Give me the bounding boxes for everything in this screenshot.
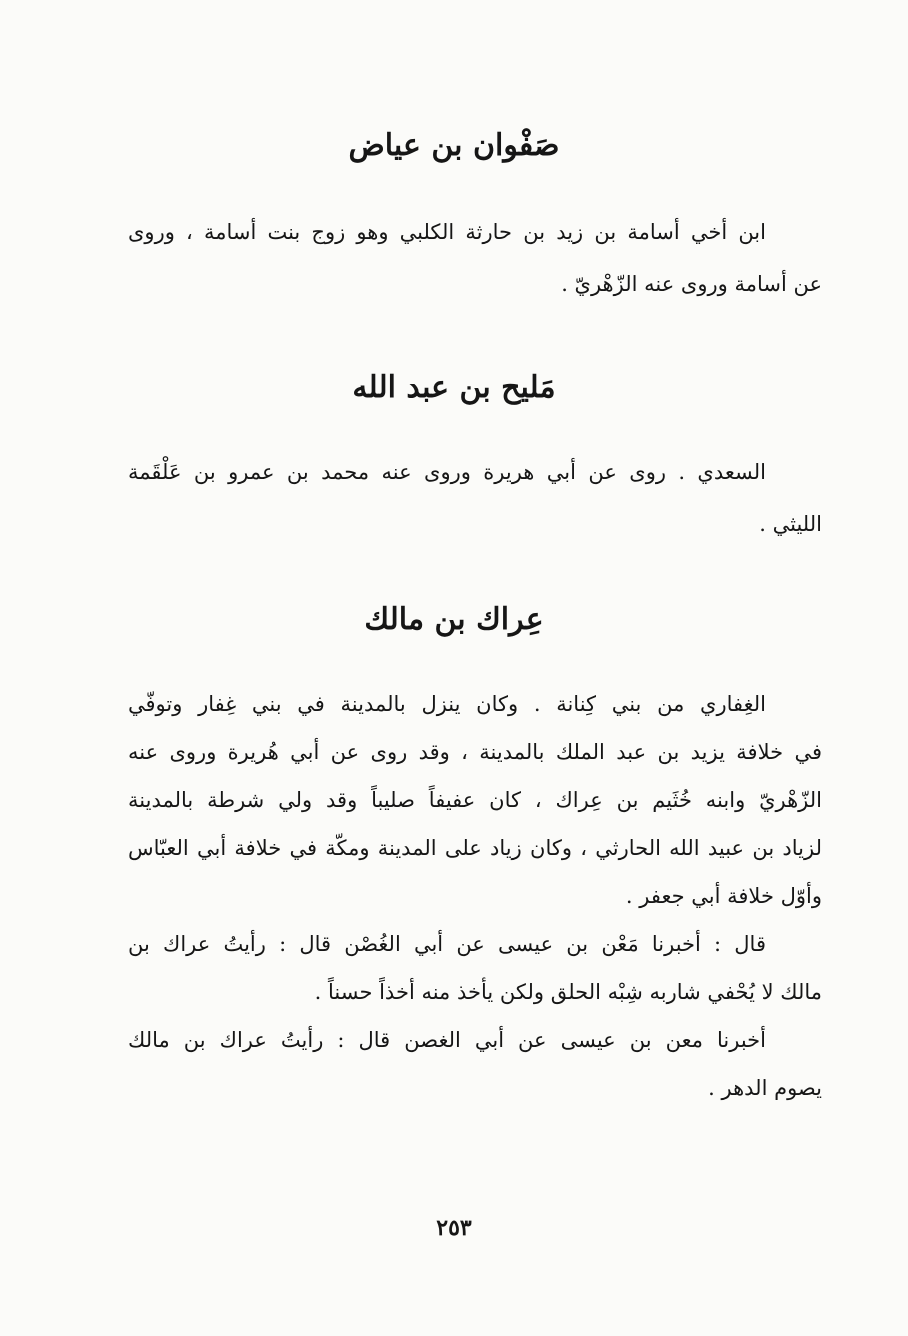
entry-text-irak [128,680,822,1112]
text-line: أخبرنا معن بن عيسى عن أبي الغصن قال : رأيتُ عراك بن مالك [128,1028,766,1052]
entry-text-malih [128,446,822,550]
text-line: وأوّل خلافة أبي جعفر . [625,884,822,908]
text-line: الغِفاري من بني كِنانة . وكان ينزل بالمدينة في بني غِفار وتوفّي [128,692,766,716]
page-number: ٢٥٣ [436,1215,472,1241]
entry-heading-malih: مَليح بن عبد الله [352,370,556,405]
text-line: الزّهْريّ وابنه خُثَيم بن عِراك ، كان عفيفاً صليباً وقد ولي شرطة بالمدينة [128,788,822,812]
text-line: مالك لا يُحْفي شاربه شِبْه الحلق ولكن يأخذ منه أخذاً حسناً . [314,980,822,1004]
text-line: السعدي . روى عن أبي هريرة وروى عنه محمد بن عمرو بن عَلْقَمة [128,460,766,484]
text-line: عن أسامة وروى عنه الزّهْريّ . [561,272,822,296]
text-line: في خلافة يزيد بن عبد الملك بالمدينة ، وقد روى عن أبي هُريرة وروى عنه [128,740,822,764]
text-line: يصوم الدهر . [708,1076,822,1100]
entry-text-safwan [128,206,822,310]
entry-heading-safwan: صَفْوان بن عياض [348,128,560,163]
text-line: لزياد بن عبيد الله الحارثي ، وكان زياد على المدينة ومكّة في خلافة أبي العبّاس [128,836,822,860]
text-line: قال : أخبرنا مَعْن بن عيسى عن أبي الغُصْن قال : رأيتُ عراك بن [128,932,766,956]
text-line: ابن أخي أسامة بن زيد بن حارثة الكلبي وهو زوج بنت أسامة ، وروى [128,220,766,244]
entry-heading-irak: عِراك بن مالك [364,602,544,637]
text-line: الليثي . [759,512,822,536]
